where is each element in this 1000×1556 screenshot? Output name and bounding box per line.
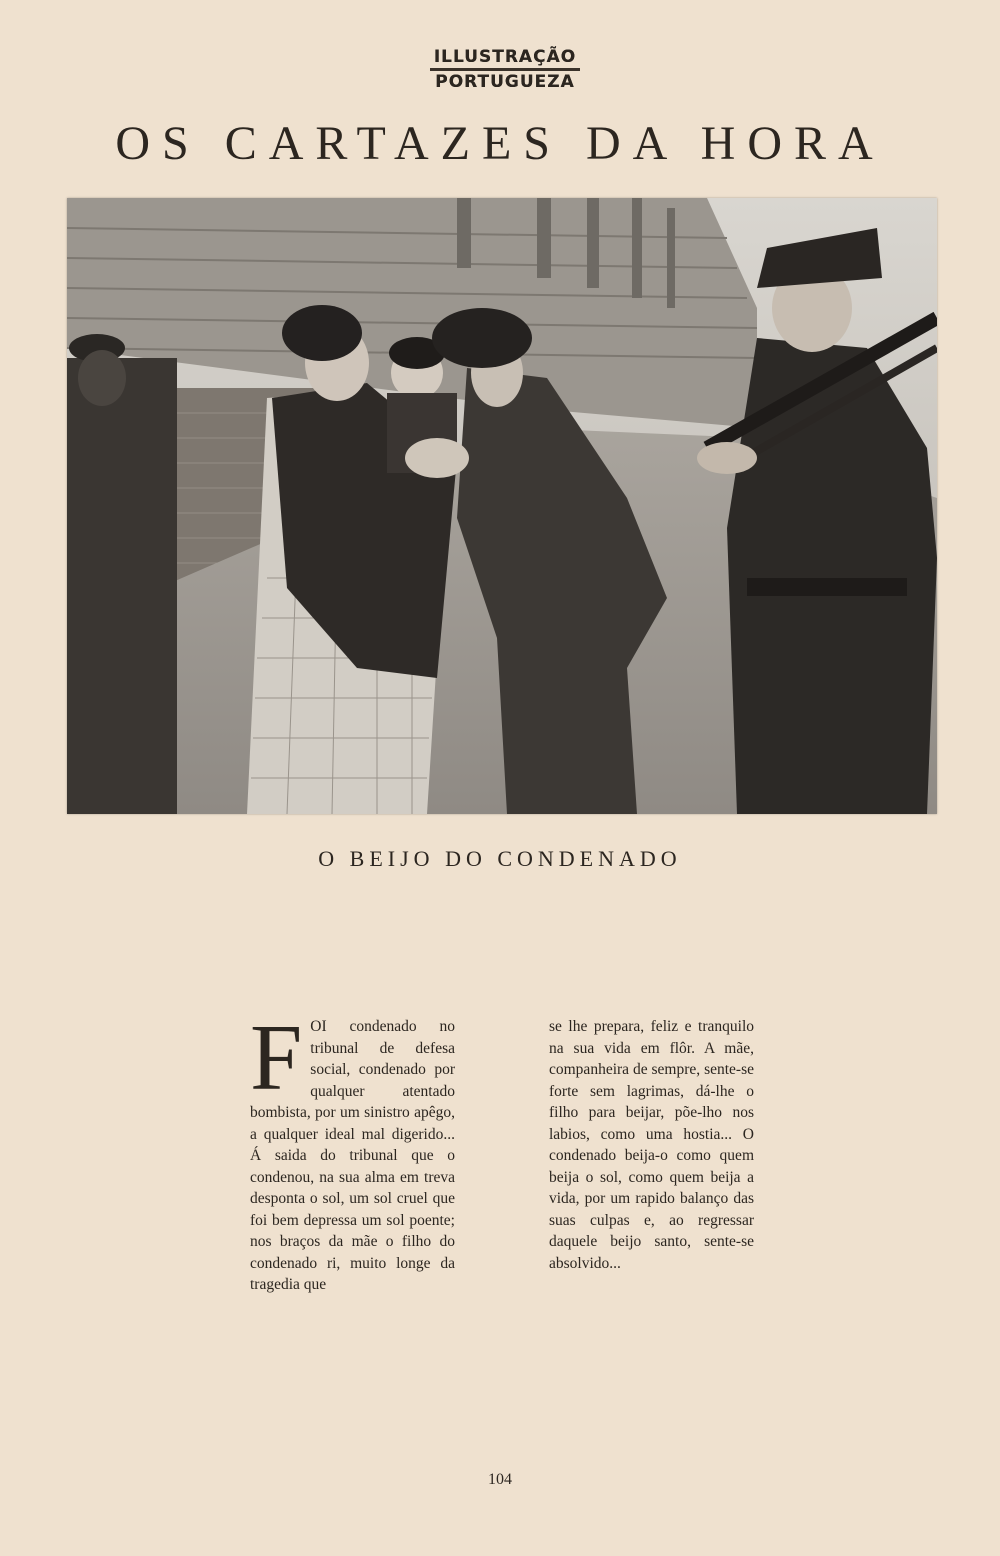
article-text-2: se lhe prepara, feliz e tranquilo na sua vida em flôr. A mãe, companheira de sempre, sente-se forte sem lagrimas, dá-lhe o filho para beijar, põe-lho nos labios, como uma hostia... O condenado beija-o como quem beija o sol, como quem beija a vida, por um rapido balanço das suas culpas e, ao regressar daquele beijo santo, sente-se absolvido... <box>549 1018 754 1272</box>
photo-illustration <box>67 198 937 814</box>
masthead-logo <box>430 46 580 98</box>
page-number: 104 <box>488 1471 512 1488</box>
photo-caption: O BEIJO DO CONDENADO <box>318 846 682 871</box>
drop-cap: F <box>250 1006 303 1110</box>
photograph <box>67 198 937 814</box>
article-text-1: OI condenado no tribunal de defesa social, condenado por qualquer atentado bombista, por um sinistro apêgo, a qualquer ideal mal digerido... Á saida do tribunal que o condenou, na sua alma em treva desponta o sol, um sol cruel que foi bem depressa um sol poente; nos braços da mãe o filho do condenado ri, muito longe da tragedia que <box>250 1018 455 1293</box>
page-title: OS CARTAZES DA HORA <box>115 117 885 170</box>
article-column-1 <box>250 1006 455 1296</box>
article-column-2 <box>549 1016 754 1274</box>
masthead-line-1: ILLUSTRAÇÃO <box>430 46 580 70</box>
masthead-line-2: PORTUGUEZA <box>430 70 580 93</box>
